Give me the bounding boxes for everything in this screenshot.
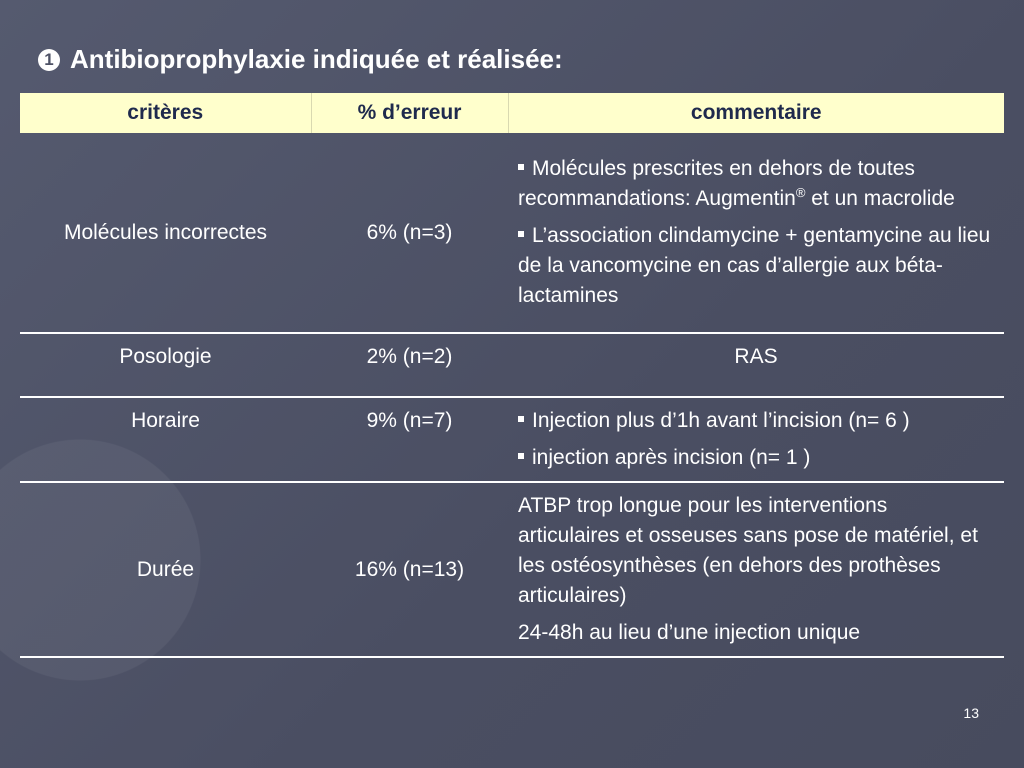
header-criteres: critères [20, 93, 311, 133]
slide-title [38, 44, 563, 75]
table-row [20, 482, 1004, 657]
table-row [20, 397, 1004, 482]
header-commentaire: commentaire [508, 93, 1004, 133]
cell-critere: Molécules incorrectes [20, 133, 311, 333]
square-bullet-icon [518, 231, 524, 237]
comment-text: Molécules prescrites en dehors de toutes recommandations: Augmentin [518, 157, 915, 210]
comment-line [518, 406, 994, 436]
cell-erreur: 9% (n=7) [311, 397, 508, 482]
comment-text: Injection plus d’1h avant l’incision (n= 6 ) [532, 409, 910, 432]
cell-commentaire [508, 133, 1004, 333]
comment-text: L’association clindamycine + gentamycine au lieu de la vancomycine en cas d’allergie aux béta-lactamines [518, 224, 991, 307]
cell-erreur: 2% (n=2) [311, 333, 508, 397]
comment-line: ATBP trop longue pour les interventions articulaires et osseuses sans pose de matériel, et les ostéosynthèses (en dehors des prothèses articulaires) [518, 494, 978, 607]
square-bullet-icon [518, 453, 524, 459]
comment-line [518, 154, 994, 214]
comment-line [518, 221, 994, 311]
cell-critere: Horaire [20, 397, 311, 482]
page-number: 13 [963, 705, 979, 721]
cell-commentaire [508, 397, 1004, 482]
registered-mark: ® [795, 185, 806, 200]
cell-erreur: 6% (n=3) [311, 133, 508, 333]
cell-commentaire: RAS [508, 333, 1004, 397]
slide-title-text: Antibioprophylaxie indiquée et réalisée: [70, 44, 563, 74]
table-row [20, 333, 1004, 397]
square-bullet-icon [518, 164, 524, 170]
results-table [20, 93, 1004, 658]
comment-text: et un macrolide [805, 187, 955, 210]
cell-critere: Durée [20, 482, 311, 657]
comment-line: 24-48h au lieu d’une injection unique [518, 621, 861, 644]
numbered-bullet-icon: 1 [38, 49, 60, 71]
cell-erreur: 16% (n=13) [311, 482, 508, 657]
comment-text: injection après incision (n= 1 ) [532, 446, 811, 469]
cell-commentaire [508, 482, 1004, 657]
table-row [20, 133, 1004, 333]
cell-critere: Posologie [20, 333, 311, 397]
square-bullet-icon [518, 416, 524, 422]
comment-line [518, 443, 994, 473]
table-header-row [20, 93, 1004, 133]
header-erreur: % d’erreur [311, 93, 508, 133]
